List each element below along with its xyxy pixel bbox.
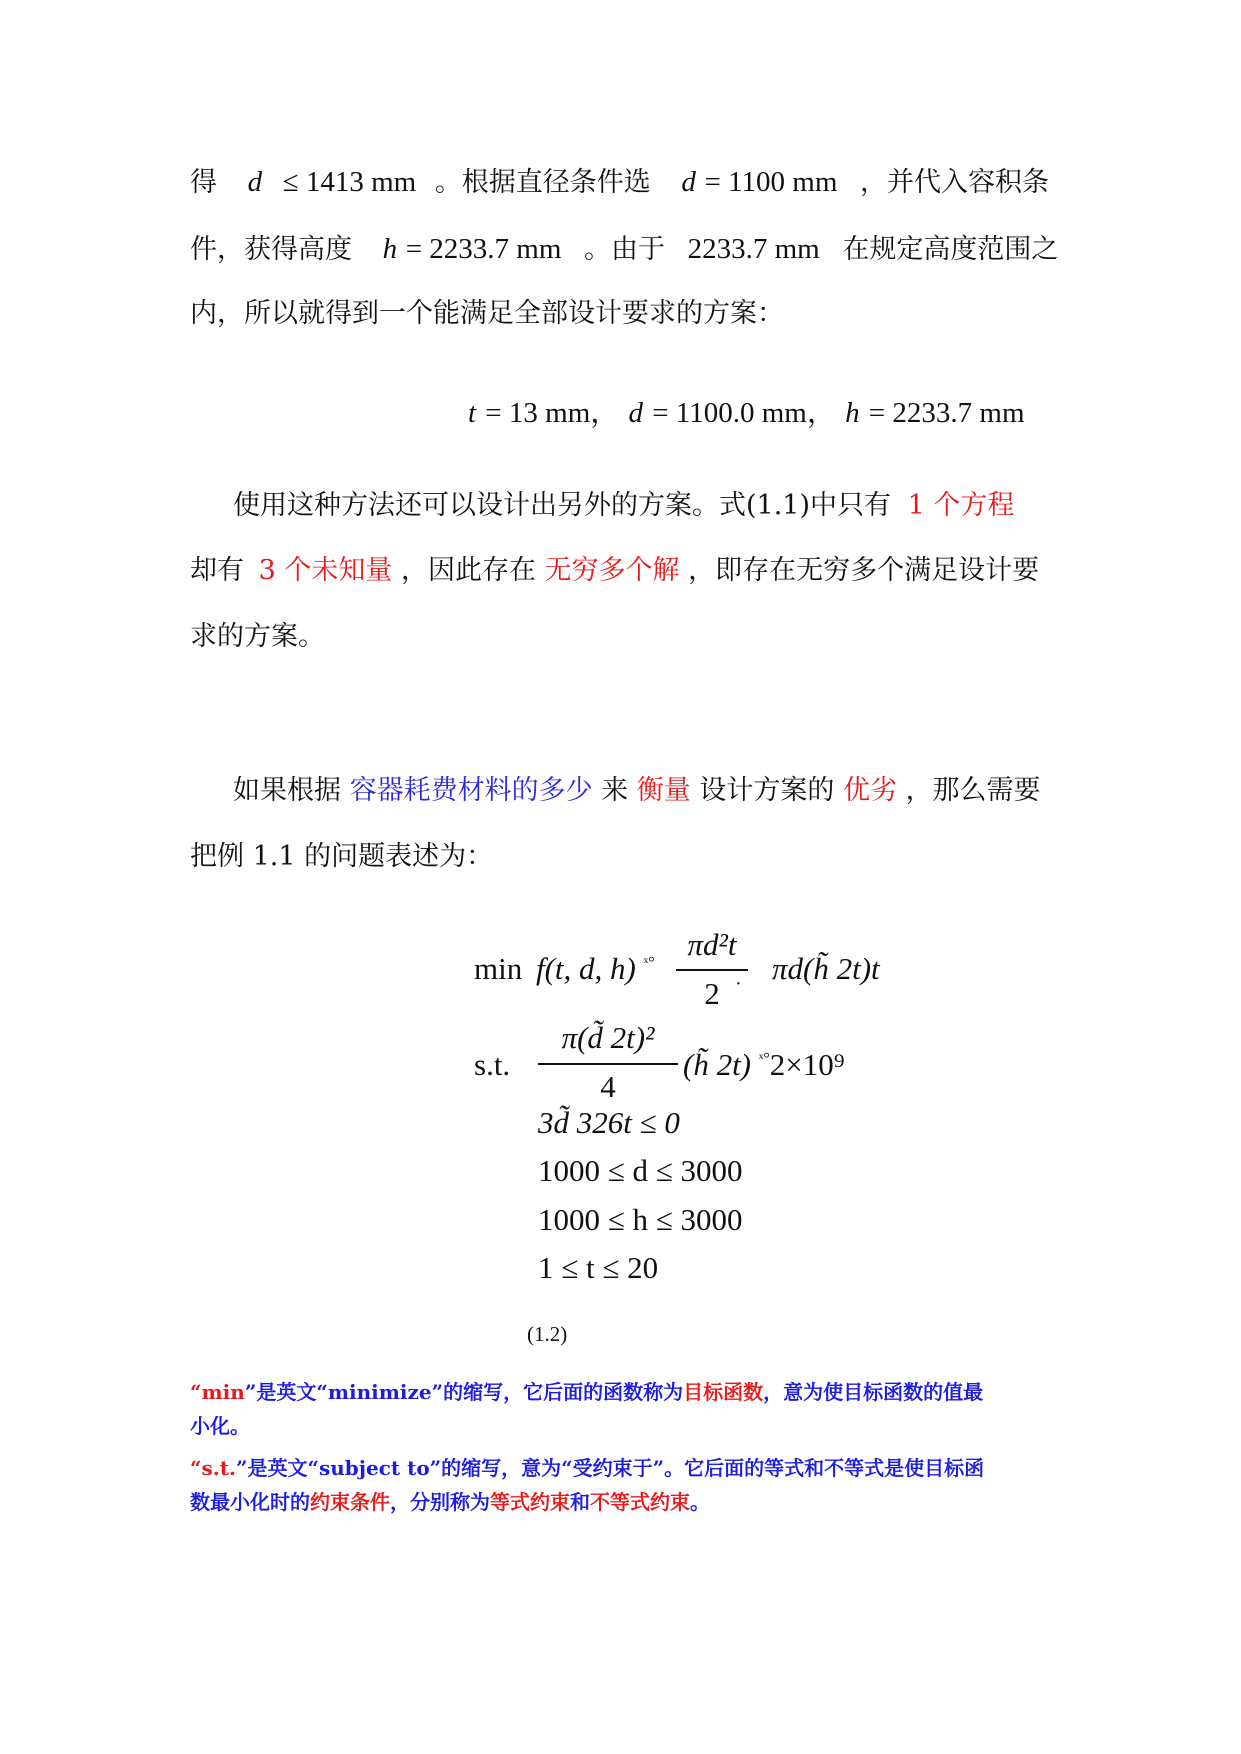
garbled-symbol: ˣ° bbox=[758, 1050, 770, 1068]
note1-line1: “min”是英文“minimize”的缩写，它后面的函数称为目标函数，意为使目标函数的值最 bbox=[190, 1380, 984, 1404]
paragraph3-line1 bbox=[233, 771, 1041, 811]
text: 使用这种方法还可以设计出另外的方案。式(1.1)中只有 bbox=[233, 490, 892, 521]
var-d: d bbox=[247, 166, 263, 198]
value: ≤ 1413 mm bbox=[282, 166, 417, 198]
note1-line2: 小化。 bbox=[190, 1414, 250, 1438]
objective-rest: πd(h̃ 2t)t bbox=[772, 951, 880, 986]
paragraph2-line2 bbox=[190, 551, 1039, 591]
text: ，因此存在 bbox=[400, 555, 536, 586]
text: 得 bbox=[190, 167, 217, 198]
fraction1-bar bbox=[676, 969, 748, 971]
highlight-red: 优劣 bbox=[842, 775, 897, 806]
text: ，即存在无穷多个满足设计要 bbox=[688, 555, 1040, 586]
text: 。根据直径条件选 bbox=[434, 167, 651, 198]
min-label: min bbox=[474, 951, 523, 986]
fraction2-bar bbox=[538, 1063, 678, 1065]
paragraph1-line3: 内，所以就得到一个能满足全部设计要求的方案： bbox=[190, 298, 784, 329]
value: = 1100 mm bbox=[704, 166, 838, 198]
paragraph2-line1 bbox=[233, 486, 1014, 526]
highlight-red: min bbox=[201, 1380, 245, 1404]
var-t: t bbox=[468, 397, 477, 429]
highlight-red: 3 个未知量 bbox=[258, 555, 393, 586]
constraint4: 1000 ≤ h ≤ 3000 bbox=[538, 1202, 743, 1237]
highlight-red: 无穷多个解 bbox=[544, 555, 680, 586]
text: 设计方案的 bbox=[699, 775, 835, 806]
func-f: f bbox=[535, 951, 545, 986]
var-h: h bbox=[845, 397, 860, 429]
fraction1-numerator: πd²t bbox=[687, 927, 737, 962]
highlight-red: 目标函数 bbox=[683, 1380, 764, 1404]
fraction1-denominator: 2 bbox=[704, 976, 720, 1011]
st-label: s.t. bbox=[474, 1047, 511, 1082]
constraint1-rhs: 2×10⁹ bbox=[769, 1047, 845, 1082]
fraction2-numerator: π(d̃ 2t)² bbox=[561, 1020, 655, 1055]
dot: · bbox=[735, 973, 742, 995]
constraint1-rest: (h̃ 2t) $^{ˣ^\circ}$2×10⁹ bbox=[683, 1047, 845, 1082]
equation-number: (1.2) bbox=[527, 1322, 568, 1346]
text: 。由于 bbox=[584, 234, 666, 265]
highlight-blue: 容器耗费材料的多少 bbox=[349, 775, 593, 806]
text: 却有 bbox=[190, 555, 244, 586]
objective-prefix bbox=[474, 951, 655, 987]
value: = 1100.0 mm， bbox=[652, 397, 836, 429]
fraction2-denominator: 4 bbox=[600, 1069, 616, 1104]
text: 如果根据 bbox=[233, 775, 341, 806]
value: 2233.7 mm bbox=[687, 233, 820, 265]
paragraph1-line2 bbox=[190, 229, 1058, 270]
paragraph1-line1 bbox=[190, 162, 1049, 203]
highlight-red: 约束条件 bbox=[310, 1490, 390, 1514]
value: = 13 mm， bbox=[485, 397, 620, 429]
note2-line1: “s.t.”是英文“subject to”的缩写，意为“受约束于”。它后面的等式和不等式是使目标函 bbox=[190, 1456, 985, 1480]
var-d: d bbox=[681, 166, 696, 198]
paragraph3-line2: 把例 1.1 的问题表述为： bbox=[190, 841, 494, 872]
value: = 2233.7 mm bbox=[405, 233, 562, 265]
garbled-symbol: ˣ° bbox=[643, 954, 655, 972]
highlight-red: 等式约束 bbox=[490, 1490, 570, 1514]
value: = 2233.7 mm bbox=[868, 397, 1025, 429]
highlight-red: 不等式约束 bbox=[590, 1490, 690, 1514]
paragraph2-line3: 求的方案。 bbox=[190, 621, 325, 652]
func-args: (t, d, h) bbox=[544, 951, 636, 986]
text: ，并代入容积条 bbox=[860, 167, 1049, 198]
text: 件，获得高度 bbox=[190, 234, 352, 265]
highlight-red: 1 个方程 bbox=[907, 490, 1015, 521]
solution-line bbox=[468, 392, 1025, 433]
constraint2: 3d̃ 326t ≤ 0 bbox=[538, 1105, 680, 1140]
note2-line2: 数最小化时的约束条件，分别称为等式约束和不等式约束。 bbox=[190, 1490, 710, 1514]
text: 在规定高度范围之 bbox=[842, 234, 1059, 265]
text: ，那么需要 bbox=[905, 775, 1041, 806]
highlight-red: 衡量 bbox=[636, 775, 691, 806]
constraint5: 1 ≤ t ≤ 20 bbox=[538, 1250, 659, 1285]
constraint3: 1000 ≤ d ≤ 3000 bbox=[538, 1153, 743, 1188]
var-h: h bbox=[382, 233, 398, 265]
highlight-red: s.t. bbox=[201, 1456, 236, 1480]
var-d: d bbox=[628, 397, 643, 429]
text: 来 bbox=[601, 775, 629, 806]
